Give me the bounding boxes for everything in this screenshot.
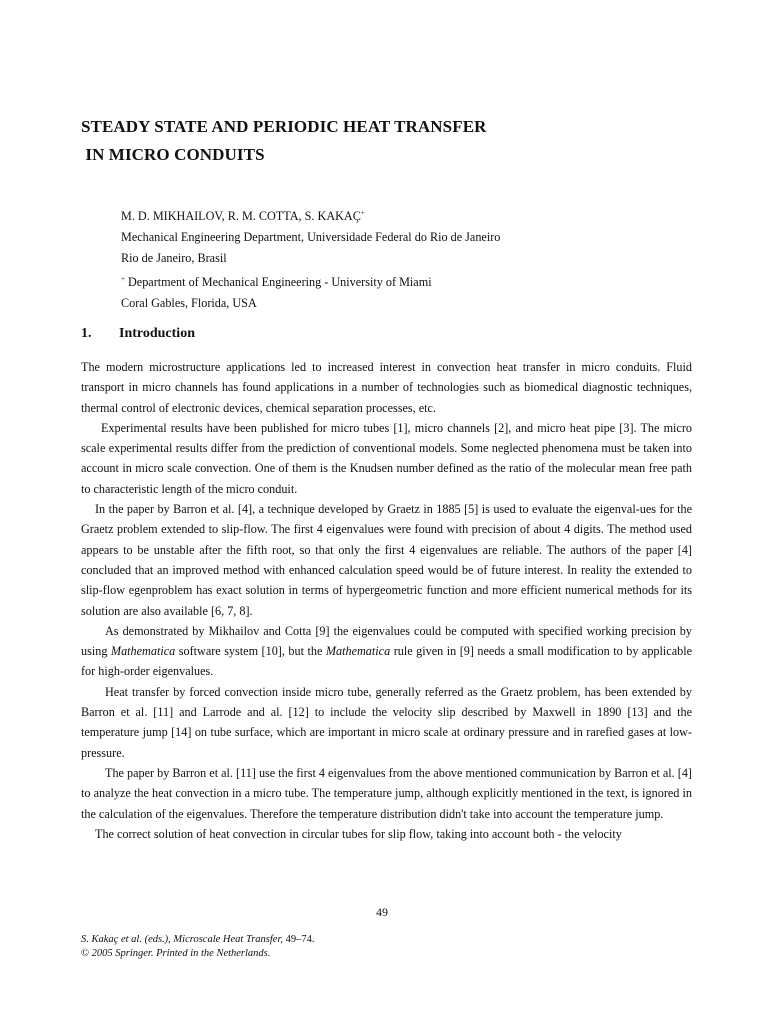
citation-text: S. Kakaç et al. (eds.), Microscale Heat Transfer,	[81, 934, 286, 945]
section-heading	[81, 326, 195, 342]
affiliation-2-text: Department of Mechanical Engineering - University of Miami	[124, 275, 432, 289]
location-2: Coral Gables, Florida, USA	[121, 296, 257, 310]
affiliation-1: Mechanical Engineering Department, Universidade Federal do Rio de Janeiro	[121, 230, 501, 244]
affiliation-marker: +	[121, 275, 125, 283]
paper-title	[81, 113, 701, 169]
paragraph-7: The correct solution of heat convection in circular tubes for slip flow, taking into account both - the velocity	[95, 826, 622, 841]
software-name: Mathematica	[325, 644, 391, 659]
paragraph-5: Heat transfer by forced convection inside micro tube, generally referred as the Graetz problem, has been extended by Barron et al. [11] and Larrode and al. [12] to include the velocity slip described by Maxwell in 1890 [13] and the temperature jump [14] on tube surface, which are important in micro scale at ordinary pressure and in rarefied gases at low-pressure.	[81, 684, 692, 760]
paper-title-line-2: IN MICRO CONDUITS	[81, 145, 265, 164]
section-number: 1.	[81, 326, 92, 341]
footer-citation	[81, 933, 315, 961]
copyright-symbol: ©	[81, 948, 92, 959]
paragraph-4	[81, 621, 692, 682]
citation-line	[81, 933, 315, 947]
affiliation-2	[121, 269, 701, 293]
software-name: Mathematica	[110, 644, 176, 659]
paragraph-3: In the paper by Barron et al. [4], a technique developed by Graetz in 1885 [5] is used to evaluate the eigenval-ues for the Graetz problem extended to slip-flow. The first 4 eigenvalues were found with precision of about 4 digits. The method used appears to be unstable after the fifth root, so that only the first 4 eigenvalues are reliable. The authors of the paper [4] concluded that an improved method with enhanced calculation speed would be of future interest. In reality the extended to slip-flow egenproblem has exact solution in terms of hypergeometric function and more efficient numerical methods for its solution are also available [6, 7, 8].	[81, 502, 692, 618]
author-names	[121, 203, 701, 227]
paragraph-6: The paper by Barron et al. [11] use the first 4 eigenvalues from the above mentioned communication by Barron et al. [4] to analyze the heat convection in a micro tube. The temperature jump, although explicitly mentioned in the text, is ignored in the calculation of the eigenvalues. Therefore the temperature distribution didn't take into account the temperature jump.	[81, 765, 692, 821]
body-text	[81, 357, 692, 844]
author-names-text: M. D. MIKHAILOV, R. M. COTTA, S. KAKAÇ	[121, 209, 361, 223]
paragraph-4-text: rule given in [9] needs a small modification to by applicable for high-order eigenvalues.	[81, 644, 692, 679]
paragraph-4-text: As demonstrated by Mikhailov and Cotta [9] the eigenvalues could be computed with specified working precision by using	[81, 623, 692, 659]
copyright-line	[81, 947, 315, 961]
location-1: Rio de Janeiro, Brasil	[121, 251, 227, 265]
paper-title-line-1: STEADY STATE AND PERIODIC HEAT TRANSFER	[81, 117, 487, 136]
page-number: 49	[376, 905, 388, 919]
section-title: Introduction	[119, 326, 195, 341]
citation-pages: 49–74.	[285, 934, 315, 945]
author-block	[121, 203, 701, 314]
copyright-text: 2005 Springer. Printed in the Netherlands.	[91, 948, 271, 959]
paragraph-1: The modern microstructure applications led to increased interest in convection heat transfer in micro conduits. Fluid transport in micro channels has found applications in a number of technologies such as biomedical diagnostic techniques, thermal control of electronic devices, chemical separation processes, etc.	[81, 360, 692, 415]
affiliation-marker: +	[360, 209, 365, 217]
paragraph-4-text: software system [10], but the	[175, 644, 326, 659]
paragraph-2: Experimental results have been published for micro tubes [1], micro channels [2], and micro heat pipe [3]. The micro scale experimental results differ from the prediction of conventional models. Some neglected phenomena must be taken into account in micro scale convection. One of them is the Knudsen number defined as the ratio of the molecular mean free path to characteristic length of the micro conduit.	[81, 420, 692, 496]
